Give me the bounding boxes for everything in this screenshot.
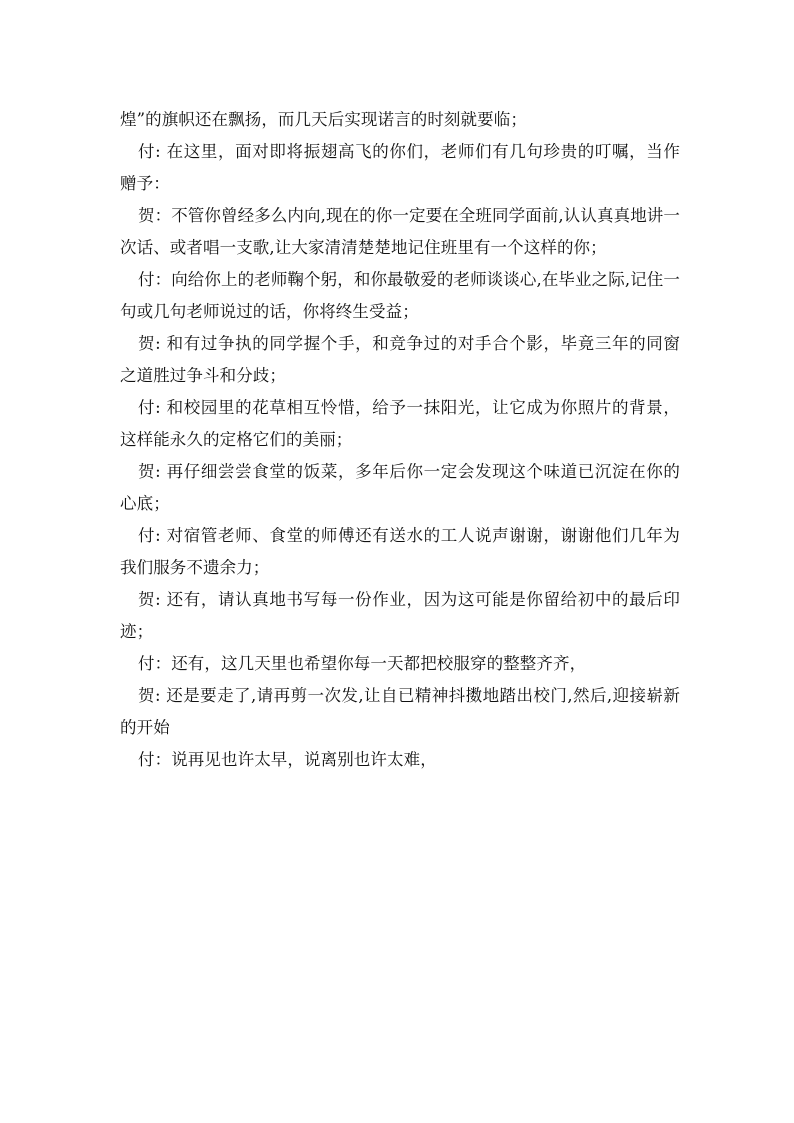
paragraph: 煌”的旗帜还在飘扬，而几天后实现诺言的时刻就要临；	[120, 110, 527, 129]
paragraph: 付：向给你上的老师鞠个躬，和你最敬爱的老师谈谈心,在毕业之际,记住一句或几句老师说过的话，你将终生受益；	[120, 270, 680, 321]
paragraph: 贺：不管你曾经多么内向,现在的你一定要在全班同学面前,认认真真地讲一次话、或者唱一支歌,让大家清清楚楚地记住班里有一个这样的你；	[120, 206, 680, 257]
document-body	[120, 104, 680, 776]
paragraph: 付：说再见也许太早，说离别也许太难，	[138, 750, 437, 769]
paragraph: 付: 在这里，面对即将振翅高飞的你们，老师们有几句珍贵的叮嘱，当作赠予：	[120, 142, 680, 193]
paragraph: 付：还有，这几天里也希望你每一天都把校服穿的整整齐齐，	[138, 654, 587, 673]
paragraph: 贺: 还是要走了,请再剪一次发,让自已精神抖擞地踏出校门,然后,迎接崭新的开始	[120, 686, 680, 737]
paragraph: 贺: 还有，请认真地书写每一份作业，因为这可能是你留给初中的最后印迹；	[120, 590, 680, 641]
paragraph: 付: 和校园里的花草相互怜惜，给予一抹阳光，让它成为你照片的背景，这样能永久的定格它们的美丽；	[120, 398, 680, 449]
paragraph: 贺: 再仔细尝尝食堂的饭菜，多年后你一定会发现这个味道已沉淀在你的心底；	[120, 462, 680, 513]
paragraph: 付: 对宿管老师、食堂的师傅还有送水的工人说声谢谢，谢谢他们几年为我们服务不遗余力；	[120, 526, 680, 577]
paragraph: 贺: 和有过争执的同学握个手，和竞争过的对手合个影，毕竟三年的同窗之道胜过争斗和分歧；	[120, 334, 680, 385]
